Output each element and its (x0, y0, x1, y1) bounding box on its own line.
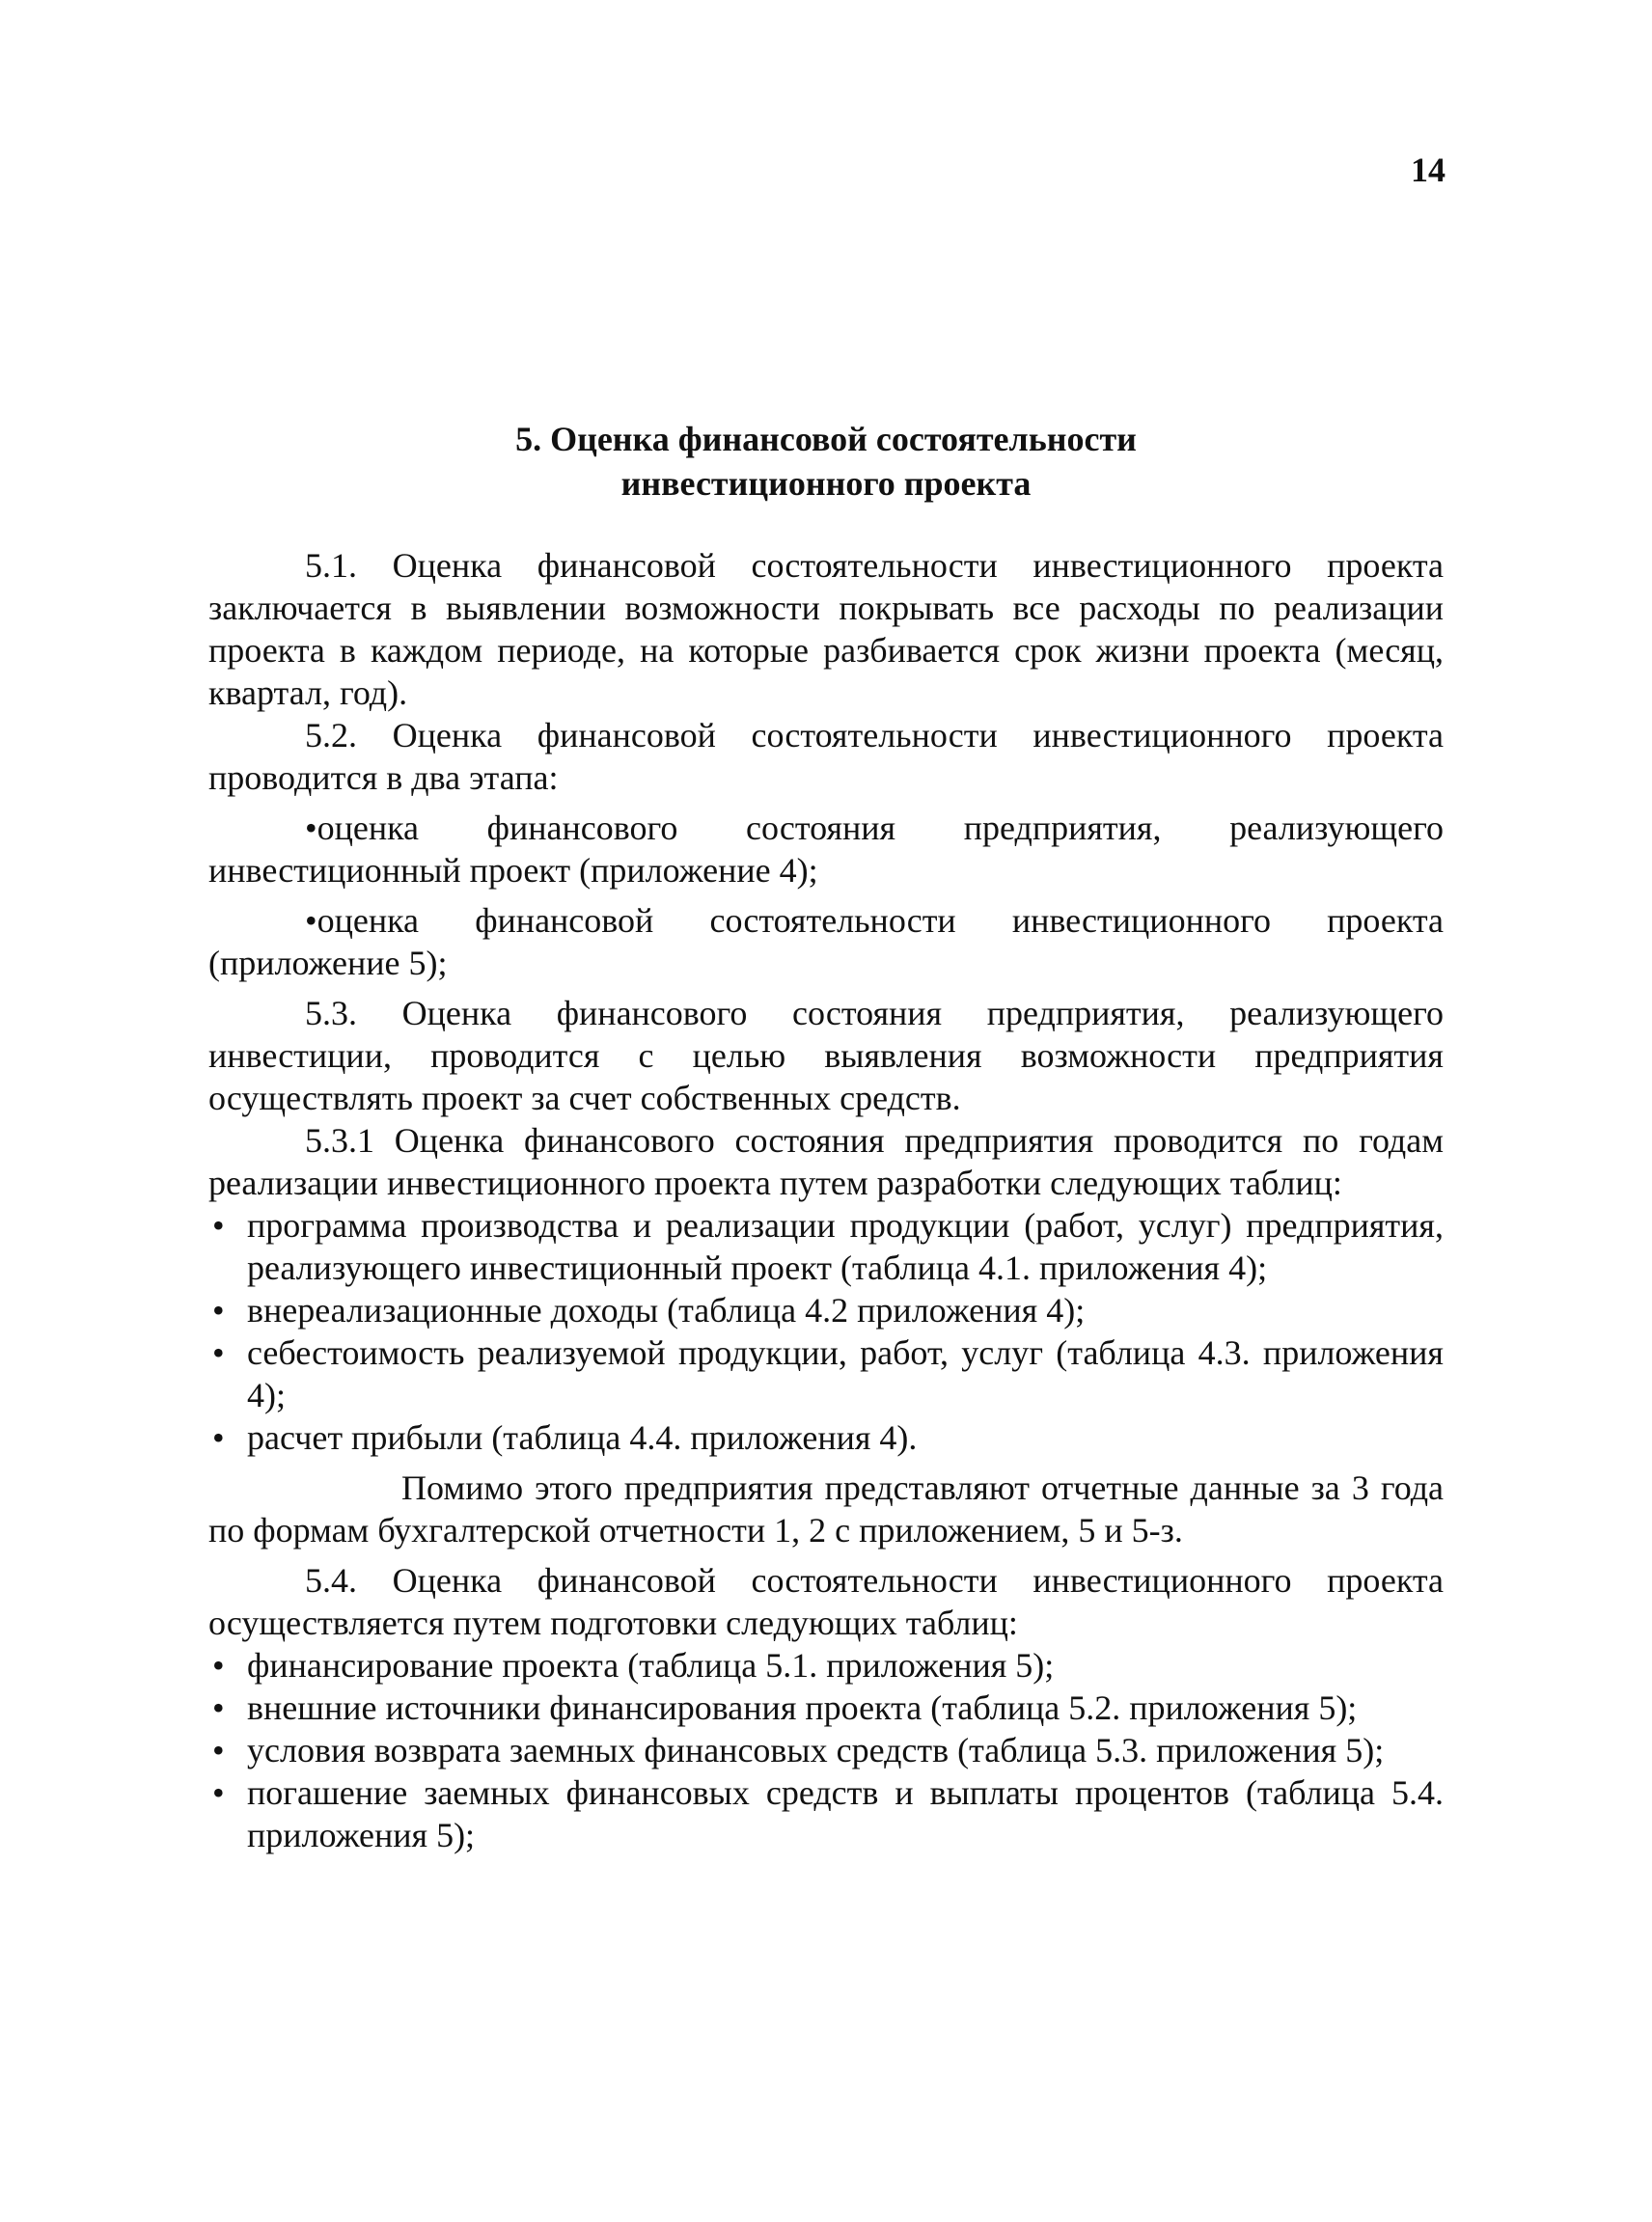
section-title-line-1: 5. Оценка финансовой состоятельности (515, 420, 1137, 458)
paragraph-5-2-item-2: •оценка финансовой состоятельности инвестиционного проекта (приложение 5); (208, 901, 1444, 982)
list-item: • расчет прибыли (таблица 4.4. приложения 4). (208, 1416, 1444, 1459)
list-5-3-1 (208, 1204, 1444, 1459)
list-item: • условия возврата заемных финансовых средств (таблица 5.3. приложения 5); (208, 1729, 1444, 1771)
list-item: • внереализационные доходы (таблица 4.2 приложения 4); (208, 1289, 1444, 1331)
list-item: • себестоимость реализуемой продукции, работ, услуг (таблица 4.3. приложения 4); (208, 1331, 1444, 1416)
paragraph-5-2: 5.2. Оценка финансовой состоятельности инвестиционного проекта проводится в два этапа: (208, 716, 1444, 797)
section-title-line-2: инвестиционного проекта (620, 464, 1032, 503)
list-5-4 (208, 1644, 1444, 1856)
paragraph-besides: Помимо этого предприятия представляют отчетные данные за 3 года по формам бухгалтерской отчетности 1, 2 с приложением, 5 и 5-з. (208, 1468, 1444, 1550)
paragraph-5-3: 5.3. Оценка финансового состояния предприятия, реализующего инвестиции, проводится с целью выявления возможности предприятия осуществлять проект за счет собственных средств. (208, 994, 1444, 1117)
paragraph-5-3-1: 5.3.1 Оценка финансового состояния предприятия проводится по годам реализации инвестиционного проекта путем разработки следующих таблиц: (208, 1121, 1444, 1202)
list-item: • программа производства и реализации продукции (работ, услуг) предприятия, реализующего инвестиционный проект (таблица 4.1. приложения 4); (208, 1204, 1444, 1289)
list-item: • внешние источники финансирования проекта (таблица 5.2. приложения 5); (208, 1687, 1444, 1729)
paragraph-5-4: 5.4. Оценка финансовой состоятельности инвестиционного проекта осуществляется путем подготовки следующих таблиц: (208, 1561, 1444, 1642)
document-body (208, 544, 1444, 1856)
page-number: 14 (1411, 151, 1446, 189)
paragraph-5-2-item-1: •оценка финансового состояния предприятия, реализующего инвестиционный проект (приложение 4); (208, 809, 1444, 890)
paragraph-5-1: 5.1. Оценка финансовой состоятельности инвестиционного проекта заключается в выявлении возможности покрывать все расходы по реализации проекта в каждом периоде, на которые разбивается срок жизни проекта (месяц, квартал, год). (208, 546, 1444, 712)
list-item: • финансирование проекта (таблица 5.1. приложения 5); (208, 1644, 1444, 1687)
section-title (0, 417, 1652, 506)
list-item: • погашение заемных финансовых средств и выплаты процентов (таблица 5.4. приложения 5); (208, 1771, 1444, 1856)
